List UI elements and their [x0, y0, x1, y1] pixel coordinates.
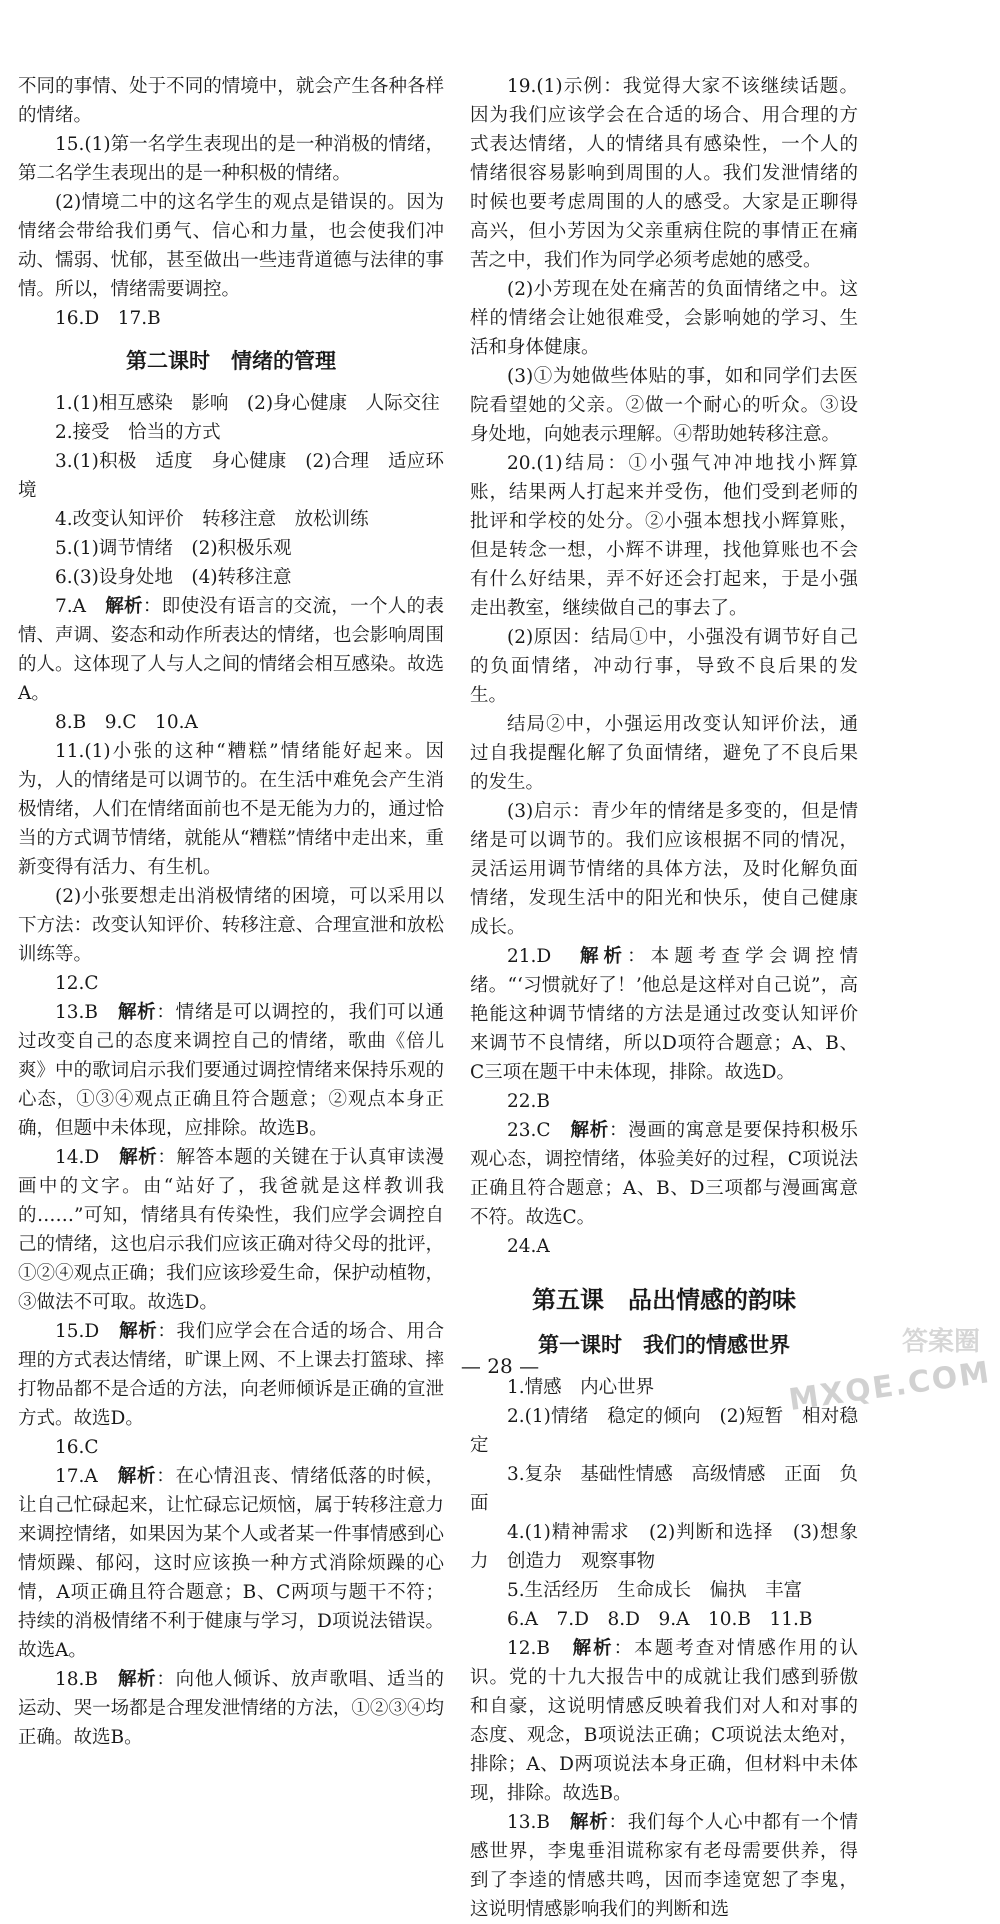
- answer-key: 12.B: [507, 1638, 551, 1659]
- answer-key: 21.D: [507, 946, 552, 967]
- analysis-label: 解析: [570, 1120, 609, 1141]
- answer-13: [18, 998, 444, 1143]
- answer-15-part2: (2)情境二中的这名学生的观点是错误的。因为情绪会带给我们勇气、信心和力量，也会使我们冲动、懦弱、忧郁，甚至做出一些违背道德与法律的事情。所以，情绪需要调控。: [18, 192, 444, 300]
- answer-line: 1.(1)相互感染 影响 (2)身心健康 人际交往: [55, 393, 440, 414]
- analysis-label: 解析: [579, 946, 628, 967]
- lesson-heading: 第五课 品出情感的韵味: [532, 1286, 796, 1314]
- answer-12: 12.C: [55, 973, 99, 994]
- analysis-label: 解析: [119, 1321, 158, 1342]
- answer-line: 5.生活经历 生命成长 偏执 丰富: [507, 1580, 803, 1601]
- analysis-text: ：漫画的寓意是要保持积极乐观心态，调控情绪，体验美好的过程，C项说法正确且符合题意；A、B、D三项都与漫画寓意不符。故选C。: [470, 1120, 858, 1228]
- answer-line: 4.(1)精神需求 (2)判断和选择 (3)想象力 创造力 观察事物: [470, 1522, 858, 1572]
- analysis-label: 解析: [117, 1002, 157, 1023]
- answer-line: 3.(1)积极 适度 身心健康 (2)合理 适应环境: [18, 451, 444, 501]
- section-heading: 第一课时 我们的情感世界: [538, 1333, 790, 1357]
- analysis-text: ：本题考查对情感作用的认识。党的十九大报告中的成就让我们感到骄傲和自豪，这说明情感反映着我们对人和对事的态度、观念，B项说法正确；C项说法太绝对，排除；A、D两项说法本身正确，但材料中未体现，排除。故选B。: [470, 1638, 858, 1804]
- answer-11-part2: (2)小张要想走出消极情绪的困境，可以采用以下方法：改变认知评价、转移注意、合理宣泄和放松训练等。: [18, 886, 444, 965]
- answer-16-17: 16.D 17.B: [55, 308, 161, 329]
- answer-line: 1.情感 内心世界: [507, 1377, 655, 1398]
- answer-line: 5.(1)调节情绪 (2)积极乐观: [55, 538, 292, 559]
- answer-18: [18, 1665, 444, 1752]
- answer-19-part3: (3)①为她做些体贴的事，如和同学们去医院看望她的父亲。②做一个耐心的听众。③设身处地，向她表示理解。④帮助她转移注意。: [470, 366, 858, 445]
- answer-20-part3: 结局②中，小强运用改变认知评价法，通过自我提醒化解了负面情绪，避免了不良后果的发生。: [470, 714, 858, 793]
- answer-24: 24.A: [507, 1236, 550, 1257]
- answer-line: 3.复杂 基础性情感 高级情感 正面 负面: [470, 1464, 858, 1514]
- paragraph: 不同的事情、处于不同的情境中，就会产生各种各样的情绪。: [18, 76, 444, 126]
- watermark: MXQE.COM: [786, 1354, 994, 1419]
- answer-key: 18.B: [55, 1669, 99, 1690]
- answer-21: [470, 942, 858, 1087]
- watermark-logo: 答案圈: [901, 1327, 980, 1357]
- analysis-text: ：解答本题的关键在于认真审读漫画中的文字。由“站好了，我爸就是这样教训我的……”可知，情绪具有传染性，我们应学会调控自己的情绪，这也启示我们应该正确对待父母的批评，①②④观点正确；我们应该珍爱生命，保护动植物，③做法不可取。故选D。: [18, 1147, 444, 1313]
- section-heading: 第二课时 情绪的管理: [126, 349, 336, 373]
- answer-20-part2: (2)原因：结局①中，小强没有调节好自己的负面情绪，冲动行事，导致不良后果的发生。: [470, 627, 858, 706]
- answer-key: 15.D: [55, 1321, 100, 1342]
- answer-22: 22.B: [507, 1091, 551, 1112]
- answer-key: 17.A: [55, 1466, 98, 1487]
- answer-key: 14.D: [55, 1147, 100, 1168]
- answer-19-part2: (2)小芳现在处在痛苦的负面情绪之中。这样的情绪会让她很难受，会影响她的学习、生活和身体健康。: [470, 279, 858, 358]
- analysis-text: ：向他人倾诉、放声歌唱、适当的运动、哭一场都是合理发泄情绪的方法，①②③④均正确。故选B。: [18, 1669, 444, 1748]
- answer-12: [470, 1634, 858, 1808]
- answer-11-part1: 11.(1)小张的这种“糟糕”情绪能好起来。因为，人的情绪是可以调节的。在生活中难免会产生消极情绪，人们在情绪面前也不是无能为力的，通过恰当的方式调节情绪，就能从“糟糕”情绪中走出来，重新变得有活力、有生机。: [18, 741, 444, 878]
- analysis-label: 解析: [119, 1147, 158, 1168]
- analysis-label: 解析: [570, 1812, 609, 1833]
- answer-20-part1: 20.(1)结局：①小强气冲冲地找小辉算账，结果两人打起来并受伤，他们受到老师的批评和学校的处分。②小强本想找小辉算账，但是转念一想，小辉不讲理，找他算账也不会有什么好结果，弄不好还会打起来，于是小强走出教室，继续做自己的事去了。: [470, 453, 858, 619]
- answer-7: [18, 592, 444, 708]
- answer-line: 2.接受 恰当的方式: [55, 422, 221, 443]
- analysis-text: ：我们每个人心中都有一个情感世界，李鬼垂泪谎称家有老母需要供养，得到了李逵的情感共鸣，因而李逵宽恕了李鬼，这说明情感影响我们的判断和选: [470, 1812, 858, 1920]
- analysis-text: ：即使没有语言的交流，一个人的表情、声调、姿态和动作所表达的情绪，也会影响周围的人。这体现了人与人之间的情绪会相互感染。故选A。: [18, 596, 444, 704]
- answer-line: 6.(3)设身处地 (4)转移注意: [55, 567, 292, 588]
- answer-key: 7.A: [55, 596, 87, 617]
- answer-line: 2.(1)情绪 稳定的倾向 (2)短暂 相对稳定: [470, 1406, 858, 1456]
- answer-16: 16.C: [55, 1437, 99, 1458]
- answer-23: [470, 1116, 858, 1232]
- answer-15-part1: 15.(1)第一名学生表现出的是一种消极的情绪，第二名学生表现出的是一种积极的情绪。: [18, 134, 444, 184]
- analysis-label: 解析: [117, 1466, 157, 1487]
- analysis-text: ：本题考查学会调控情绪。“‘习惯就好了！’他总是这样对自己说”，高艳能这种调节情绪的方法是通过改变认知评价来调节不良情绪，所以D项符合题意；A、B、C三项在题干中未体现，排除。故选D。: [470, 946, 858, 1083]
- answer-line: 4.改变认知评价 转移注意 放松训练: [55, 509, 369, 530]
- answer-line: 6.A 7.D 8.D 9.A 10.B 11.B: [507, 1609, 813, 1630]
- analysis-label: 解析: [117, 1669, 157, 1690]
- answer-8-10: 8.B 9.C 10.A: [55, 712, 198, 733]
- analysis-text: ：情绪是可以调控的，我们可以通过改变自己的态度来调控自己的情绪，歌曲《倍儿爽》中的歌词启示我们要通过调控情绪来保持乐观的心态，①③④观点正确且符合题意；②观点本身正确，但题中未体现，应排除。故选B。: [18, 1002, 444, 1139]
- answer-13: [470, 1808, 858, 1924]
- answer-key: 13.B: [55, 1002, 99, 1023]
- left-column: [18, 72, 444, 1752]
- answer-20-part4: (3)启示：青少年的情绪是多变的，但是情绪是可以调节的。我们应该根据不同的情况，灵活运用调节情绪的具体方法，及时化解负面情绪，发现生活中的阳光和快乐，使自己健康成长。: [470, 801, 858, 938]
- page-number: — 28 —: [460, 1354, 540, 1378]
- answer-14: [18, 1143, 444, 1317]
- answer-key: 23.C: [507, 1120, 551, 1141]
- answer-key: 13.B: [507, 1812, 551, 1833]
- analysis-label: 解析: [105, 596, 143, 617]
- answer-17: [18, 1462, 444, 1665]
- answer-19-part1: 19.(1)示例：我觉得大家不该继续话题。因为我们应该学会在合适的场合、用合理的方式表达情绪，人的情绪具有感染性，一个人的情绪很容易影响到周围的人。我们发泄情绪的时候也要考虑周围的人的感受。大家是正聊得高兴，但小芳因为父亲重病住院的事情正在痛苦之中，我们作为同学必须考虑她的感受。: [470, 76, 858, 271]
- analysis-text: ：在心情沮丧、情绪低落的时候，让自己忙碌起来，让忙碌忘记烦恼，属于转移注意力来调控情绪，如果因为某个人或者某一件事情感到心情烦躁、郁闷，这时应该换一种方式消除烦躁的心情，A项正确且符合题意；B、C两项与题干不符；持续的消极情绪不利于健康与学习，D项说法错误。故选A。: [18, 1466, 444, 1661]
- analysis-text: ：我们应学会在合适的场合、用合理的方式表达情绪，旷课上网、不上课去打篮球、摔打物品都不是合适的方法，向老师倾诉是正确的宣泄方式。故选D。: [18, 1321, 444, 1429]
- analysis-label: 解析: [572, 1638, 614, 1659]
- right-column: [470, 72, 858, 1924]
